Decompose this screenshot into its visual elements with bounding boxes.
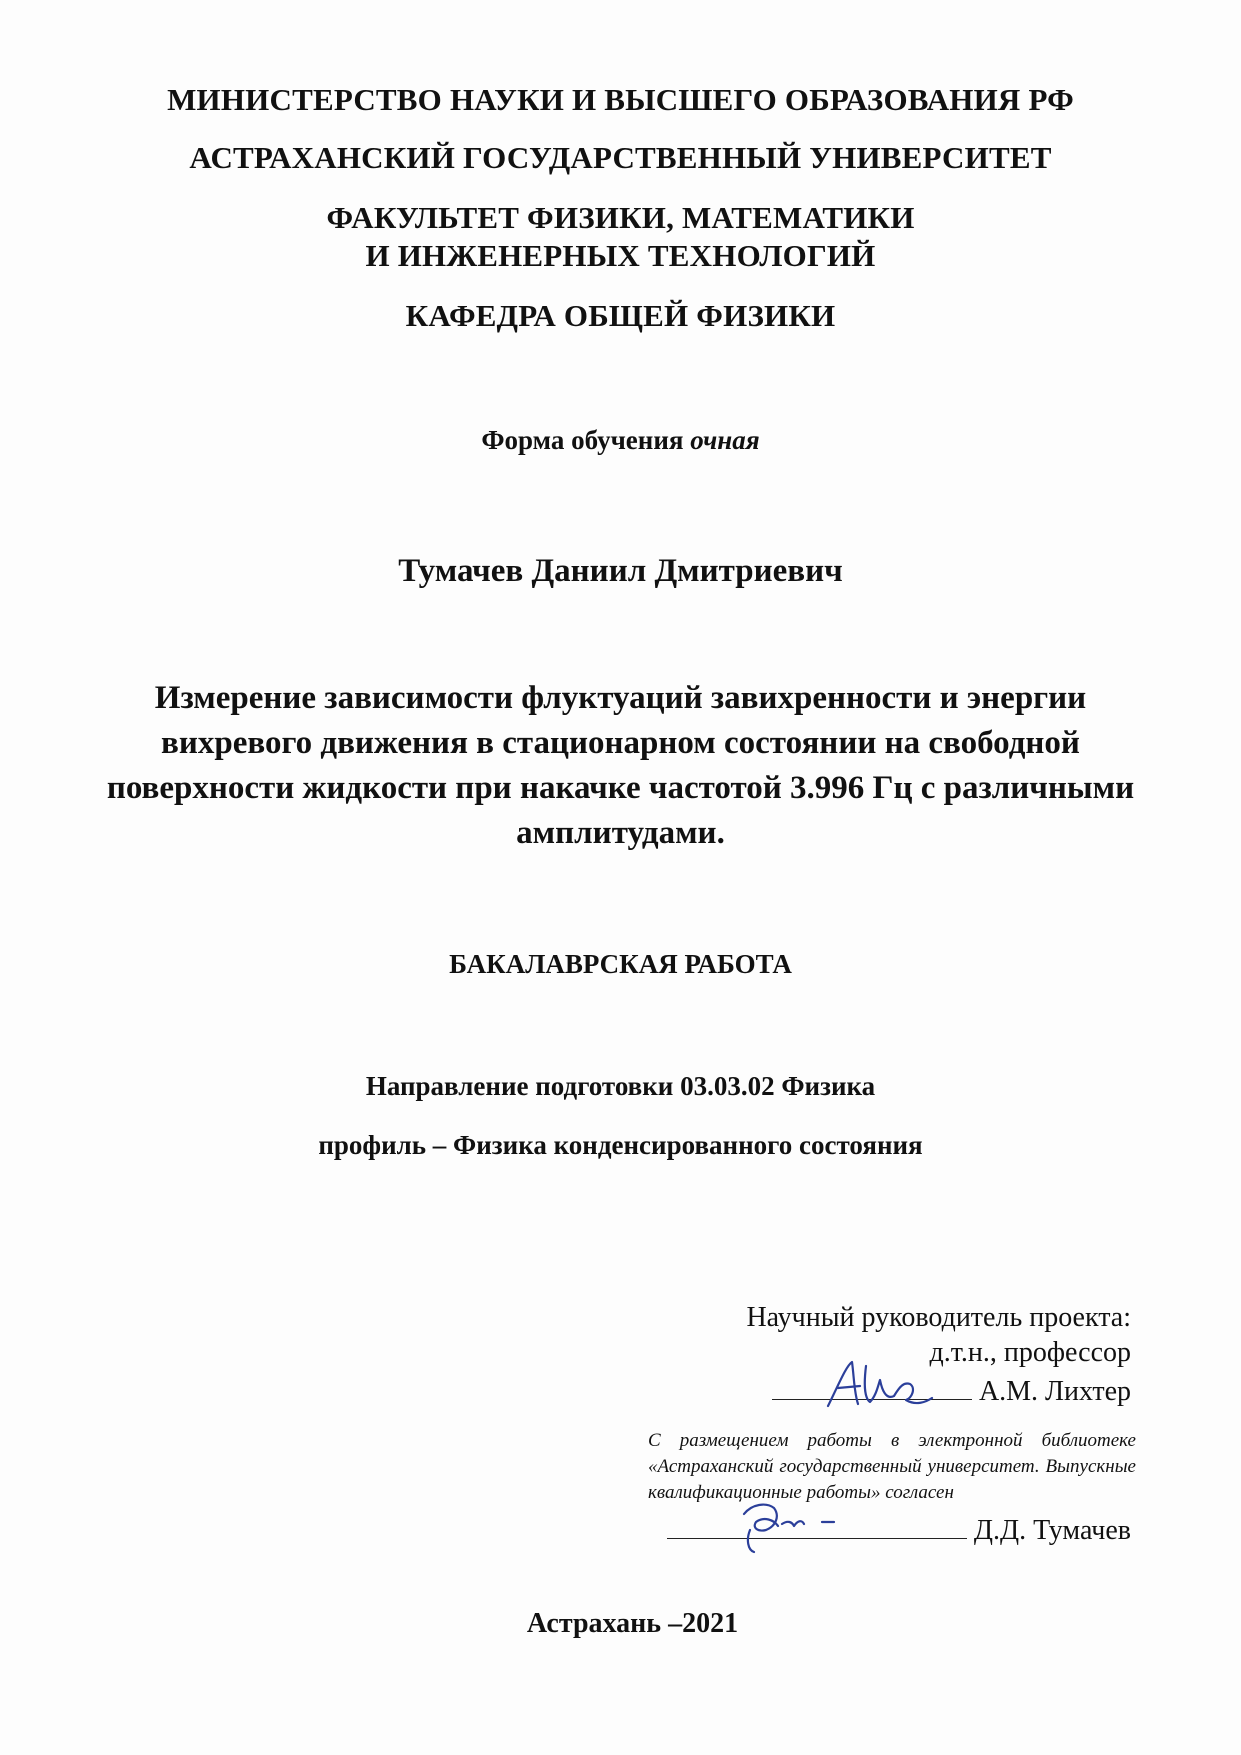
thesis-title: Измерение зависимости флуктуаций завихренности и энергии вихревого движения в стационарном состоянии на свободной поверхности жидкости при накачке частотой 3.996 Гц с различными амплитудами.	[106, 680, 1135, 851]
study-form-value: очная	[690, 425, 760, 455]
supervisor-label: Научный руководитель проекта:	[746, 1302, 1131, 1333]
work-type: БАКАЛАВРСКАЯ РАБОТА	[449, 949, 792, 979]
faculty-heading-line1: ФАКУЛЬТЕТ ФИЗИКИ, МАТЕМАТИКИ	[326, 200, 915, 235]
student-name: Д.Д. Тумачев	[973, 1515, 1131, 1546]
supervisor-signature	[820, 1356, 950, 1416]
supervisor-degree: д.т.н., профессор	[929, 1337, 1131, 1368]
city-year: Астрахань –2021	[526, 1608, 739, 1639]
study-form	[0, 425, 1241, 456]
ministry-heading: МИНИСТЕРСТВО НАУКИ И ВЫСШЕГО ОБРАЗОВАНИЯ РФ	[167, 82, 1074, 117]
study-direction: Направление подготовки 03.03.02 Физика	[365, 1071, 876, 1101]
library-consent-text: С размещением работы в электронной библиотеке «Астраханский государственный университет. Выпускные квалификационные работы» согласен	[648, 1430, 1136, 1503]
department-heading: КАФЕДРА ОБЩЕЙ ФИЗИКИ	[405, 298, 836, 333]
author-name: Тумачев Даниил Дмитриевич	[398, 553, 843, 589]
university-heading: АСТРАХАНСКИЙ ГОСУДАРСТВЕННЫЙ УНИВЕРСИТЕТ	[189, 140, 1052, 175]
study-form-label: Форма обучения	[481, 425, 684, 455]
supervisor-name: А.М. Лихтер	[978, 1376, 1131, 1407]
faculty-heading-line2: И ИНЖЕНЕРНЫХ ТЕХНОЛОГИЙ	[365, 238, 876, 273]
study-profile: профиль – Физика конденсированного состояния	[318, 1130, 923, 1160]
student-signature	[730, 1490, 870, 1560]
